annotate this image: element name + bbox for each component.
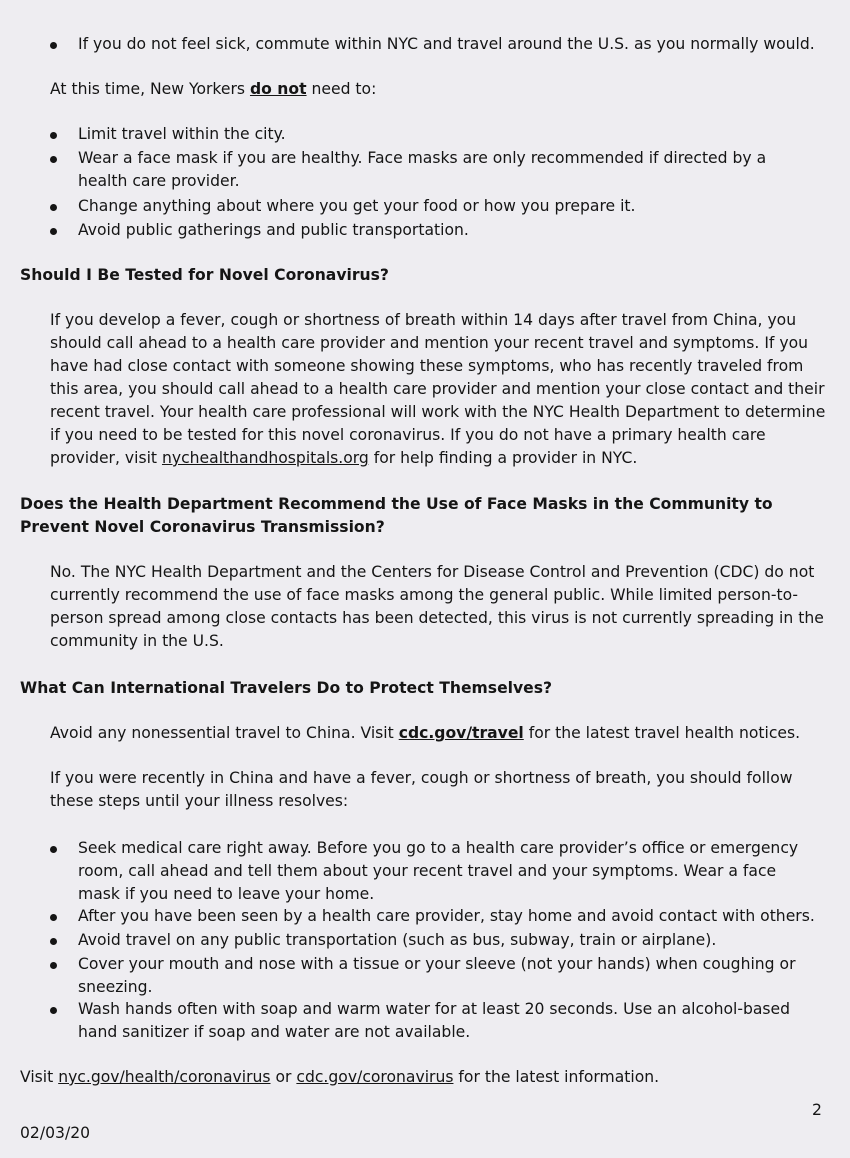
bullet-icon xyxy=(50,228,57,235)
link-nyc-health-coronavirus[interactable]: nyc.gov/health/coronavirus xyxy=(58,1068,271,1086)
list-item: If you do not feel sick, commute within NYC and travel around the U.S. as you normally would. xyxy=(50,33,820,56)
avoid-travel-paragraph: Avoid any nonessential travel to China. Visit cdc.gov/travel for the latest travel health notices. xyxy=(50,724,801,742)
bullet-icon xyxy=(50,962,57,969)
bullet-icon xyxy=(50,938,57,945)
list-item: After you have been seen by a health care provider, stay home and avoid contact with others. xyxy=(50,905,820,928)
bullet-icon xyxy=(50,132,57,139)
list-item: Change anything about where you get your food or how you prepare it. xyxy=(50,195,820,218)
footer-visit-line: Visit nyc.gov/health/coronavirus or cdc.gov/coronavirus for the latest information. xyxy=(20,1068,660,1086)
list-item: Avoid travel on any public transportation (such as bus, subway, train or airplane). xyxy=(50,929,820,952)
tested-paragraph: If you develop a fever, cough or shortness of breath within 14 days after travel from China, you should call ahead to a health care provider and mention your recent travel and symptoms. If you have had close contact with someone showing these symptoms, who has recently traveled from this area, you should call ahead to a health care provider and mention your close contact and their recent travel. Your health care professional will work with the NYC Health Department to determine if you need to be tested for this novel coronavirus. If you do not have a primary health care provider, visit nychealthandhospitals.org for help finding a provider in NYC. xyxy=(50,311,826,467)
section-heading-tested: Should I Be Tested for Novel Coronavirus? xyxy=(20,266,389,284)
document-date: 02/03/20 xyxy=(20,1124,91,1142)
section-heading-masks: Does the Health Department Recommend the Use of Face Masks in the Community to Prevent Novel Coronavirus Transmission? xyxy=(20,495,773,536)
list-item: Seek medical care right away. Before you go to a health care provider’s office or emergency room, call ahead and tell them about your recent travel and your symptoms. Wear a face mask if you need to leave your home. xyxy=(50,837,820,906)
bullet-icon xyxy=(50,156,57,163)
bullet-icon xyxy=(50,1007,57,1014)
bullet-icon xyxy=(50,42,57,49)
list-item: Avoid public gatherings and public transportation. xyxy=(50,219,820,242)
bullet-icon xyxy=(50,914,57,921)
page-number: 2 xyxy=(812,1101,822,1119)
emphasis-do-not: do not xyxy=(249,80,307,98)
link-nychealthandhospitals[interactable]: nychealthandhospitals.org xyxy=(161,449,369,467)
bullet-icon xyxy=(50,204,57,211)
steps-intro-paragraph: If you were recently in China and have a fever, cough or shortness of breath, you should follow these steps until your illness resolves: xyxy=(50,769,793,810)
section-heading-travelers: What Can International Travelers Do to Protect Themselves? xyxy=(20,679,553,697)
link-cdc-coronavirus[interactable]: cdc.gov/coronavirus xyxy=(296,1068,454,1086)
list-item: Wear a face mask if you are healthy. Face masks are only recommended if directed by a health care provider. xyxy=(50,147,820,193)
masks-paragraph: No. The NYC Health Department and the Centers for Disease Control and Prevention (CDC) do not currently recommend the use of face masks among the general public. While limited person-to-person spread among close contacts has been detected, this virus is not currently spreading in the community in the U.S. xyxy=(50,563,824,650)
list-item: Limit travel within the city. xyxy=(50,123,820,146)
list-item: Wash hands often with soap and warm water for at least 20 seconds. Use an alcohol-based hand sanitizer if soap and water are not available. xyxy=(50,998,820,1044)
list-item: Cover your mouth and nose with a tissue or your sleeve (not your hands) when coughing or sneezing. xyxy=(50,953,820,999)
bullet-icon xyxy=(50,846,57,853)
link-cdc-travel[interactable]: cdc.gov/travel xyxy=(398,724,524,742)
intro-paragraph: At this time, New Yorkers do not need to: xyxy=(50,80,377,98)
